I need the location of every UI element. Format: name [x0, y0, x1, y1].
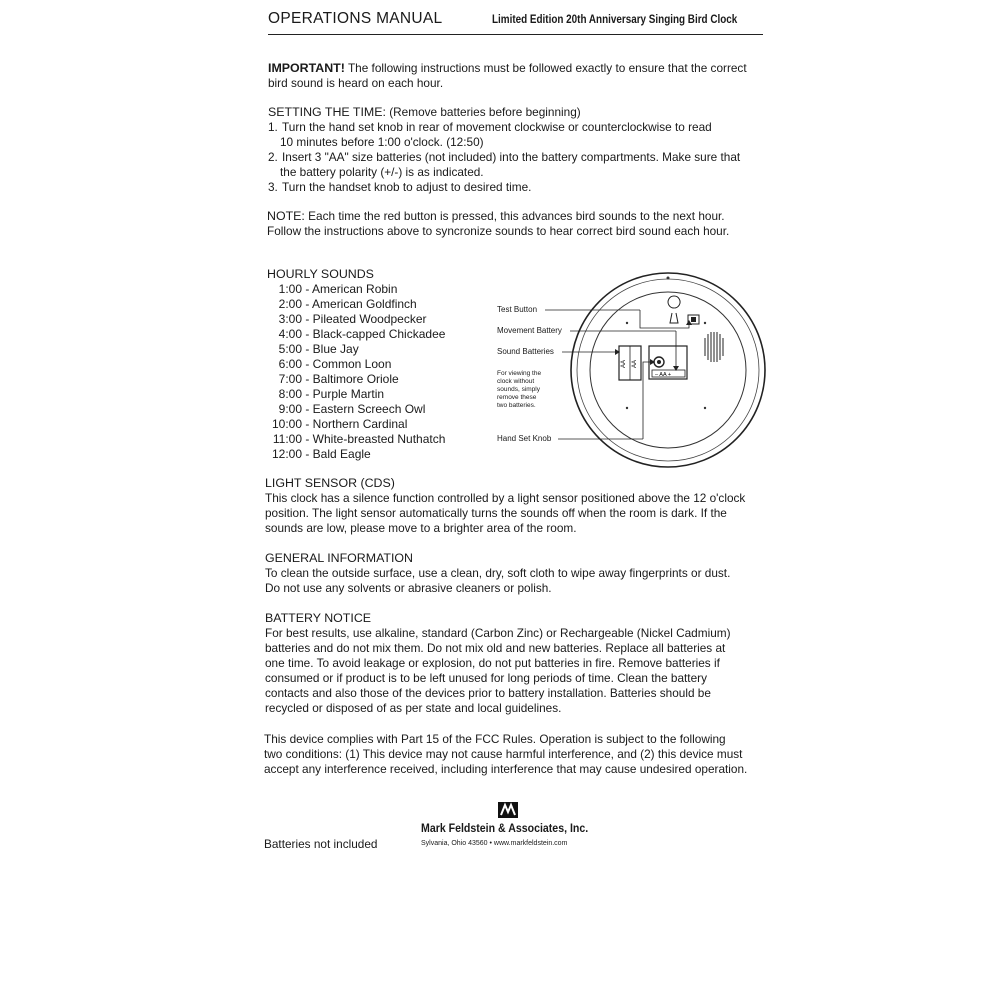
note-label: NOTE: — [267, 209, 305, 223]
label-movement-battery: Movement Battery — [497, 326, 562, 335]
label-viewing-note: For viewing the clock without sounds, simply remove these two batteries. — [497, 370, 542, 409]
company-name: Mark Feldstein & Associates, Inc. — [421, 823, 589, 835]
battery-notice-line: consumed or if product is to be left unused for long periods of time. Clean the battery — [265, 671, 707, 685]
general-info-line: To clean the outside surface, use a clean, dry, soft cloth to wipe away fingerprints or dust. — [265, 566, 731, 580]
important-label: IMPORTANT! — [268, 61, 345, 75]
general-info-line: Do not use any solvents or abrasive cleaners or polish. — [265, 581, 552, 595]
setting-time-note: (Remove batteries before beginning) — [389, 105, 581, 119]
header-rule — [268, 34, 763, 35]
step-1-cont: 10 minutes before 1:00 o'clock. (12:50) — [280, 135, 484, 149]
fcc-line: accept any interference received, including interference that may cause undesired operation. — [264, 762, 748, 776]
general-info-section — [265, 551, 730, 596]
note-paragraph — [267, 209, 729, 239]
movement-battery-label: – AA + — [655, 372, 672, 378]
light-sensor-dot — [667, 277, 670, 280]
note-line-1: Each time the red button is pressed, this advances bird sounds to the next hour. — [308, 209, 725, 223]
important-line-1: The following instructions must be followed exactly to ensure that the correct — [347, 61, 747, 75]
hang-hole-icon — [668, 296, 680, 323]
hand-set-knob-pointer — [643, 362, 653, 439]
batteries-not-included: Batteries not included — [264, 837, 378, 851]
battery-notice-line: batteries and do not mix them. Do not mix old and new batteries. Replace all batteries at — [265, 641, 726, 655]
speaker-grille-icon — [705, 332, 723, 362]
light-sensor-line: sounds are low, please move to a brighter area of the room. — [265, 521, 577, 535]
battery-notice-line: contacts and also those of the devices prior to battery installation. Batteries should be — [265, 686, 711, 700]
sound-item: 5:00 - Blue Jay — [278, 342, 359, 356]
step-2: 2. Insert 3 "AA" size batteries (not included) into the battery compartments. Make sure that — [268, 150, 741, 164]
step-2-cont: the battery polarity (+/-) is as indicated. — [280, 165, 484, 179]
setting-time-section — [268, 105, 740, 195]
battery-notice-line: For best results, use alkaline, standard (Carbon Zinc) or Rechargeable (Nickel Cadmium) — [265, 626, 731, 640]
general-info-heading: GENERAL INFORMATION — [265, 551, 414, 565]
light-sensor-line: This clock has a silence function controlled by a light sensor positioned above the 12 o'clock — [265, 491, 746, 505]
test-button-core — [691, 317, 696, 322]
sound-item: 12:00 - Bald Eagle — [271, 447, 371, 461]
battery-notice-line: recycled or disposed of as per state and local guidelines. — [265, 701, 562, 715]
step-1: 1. Turn the hand set knob in rear of movement clockwise or counterclockwise to read — [268, 120, 712, 134]
setting-time-steps — [268, 120, 740, 195]
light-sensor-line: position. The light sensor automatically turns the sounds off when the room is dark. If the — [265, 506, 727, 520]
important-paragraph — [268, 61, 747, 91]
sound-item: 10:00 - Northern Cardinal — [271, 417, 408, 431]
step-3: 3. Turn the handset knob to adjust to desired time. — [268, 180, 532, 194]
sound-item: 6:00 - Common Loon — [278, 357, 392, 371]
company-address: Sylvania, Ohio 43560 • www.markfeldstein.com — [421, 840, 568, 847]
test-button-pointer — [640, 310, 689, 328]
fcc-line: This device complies with Part 15 of the FCC Rules. Operation is subject to the following — [264, 732, 726, 746]
label-test-button: Test Button — [497, 305, 538, 314]
sound-item: 11:00 - White-breasted Nuthatch — [272, 432, 446, 446]
company-logo-icon — [498, 802, 518, 818]
hourly-sounds-heading: HOURLY SOUNDS — [267, 267, 374, 281]
sound-battery-label-2: AA — [632, 359, 638, 368]
sound-item: 2:00 - American Goldfinch — [278, 297, 417, 311]
battery-notice-section — [265, 611, 731, 716]
important-line-2: bird sound is heard on each hour. — [268, 76, 444, 90]
battery-notice-heading: BATTERY NOTICE — [265, 611, 372, 625]
sound-item: 3:00 - Pileated Woodpecker — [278, 312, 427, 326]
hourly-sounds-list — [264, 282, 445, 462]
note-line-2: Follow the instructions above to syncronize sounds to hear correct bird sound each hour. — [267, 224, 730, 238]
sound-item: 4:00 - Black-capped Chickadee — [278, 327, 446, 341]
battery-notice-line: one time. To avoid leakage or explosion, do not put batteries in fire. Remove batteries if — [265, 656, 720, 670]
label-sound-batteries: Sound Batteries — [497, 347, 554, 356]
sound-item: 1:00 - American Robin — [278, 282, 398, 296]
manual-title: OPERATIONS MANUAL — [268, 10, 443, 27]
sound-item: 7:00 - Baltimore Oriole — [278, 372, 399, 386]
product-name: Limited Edition 20th Anniversary Singing Bird Clock — [492, 14, 738, 26]
setting-time-heading: SETTING THE TIME: — [268, 105, 386, 119]
light-sensor-section — [265, 476, 745, 536]
sound-item: 9:00 - Eastern Screech Owl — [278, 402, 426, 416]
sound-battery-label-1: AA — [621, 359, 627, 368]
light-sensor-heading: LIGHT SENSOR (CDS) — [265, 476, 395, 490]
label-hand-set-knob: Hand Set Knob — [497, 434, 552, 443]
fcc-line: two conditions: (1) This device may not cause harmful interference, and (2) this device must — [264, 747, 743, 761]
sound-item: 8:00 - Purple Martin — [278, 387, 385, 401]
fcc-statement — [264, 732, 747, 777]
